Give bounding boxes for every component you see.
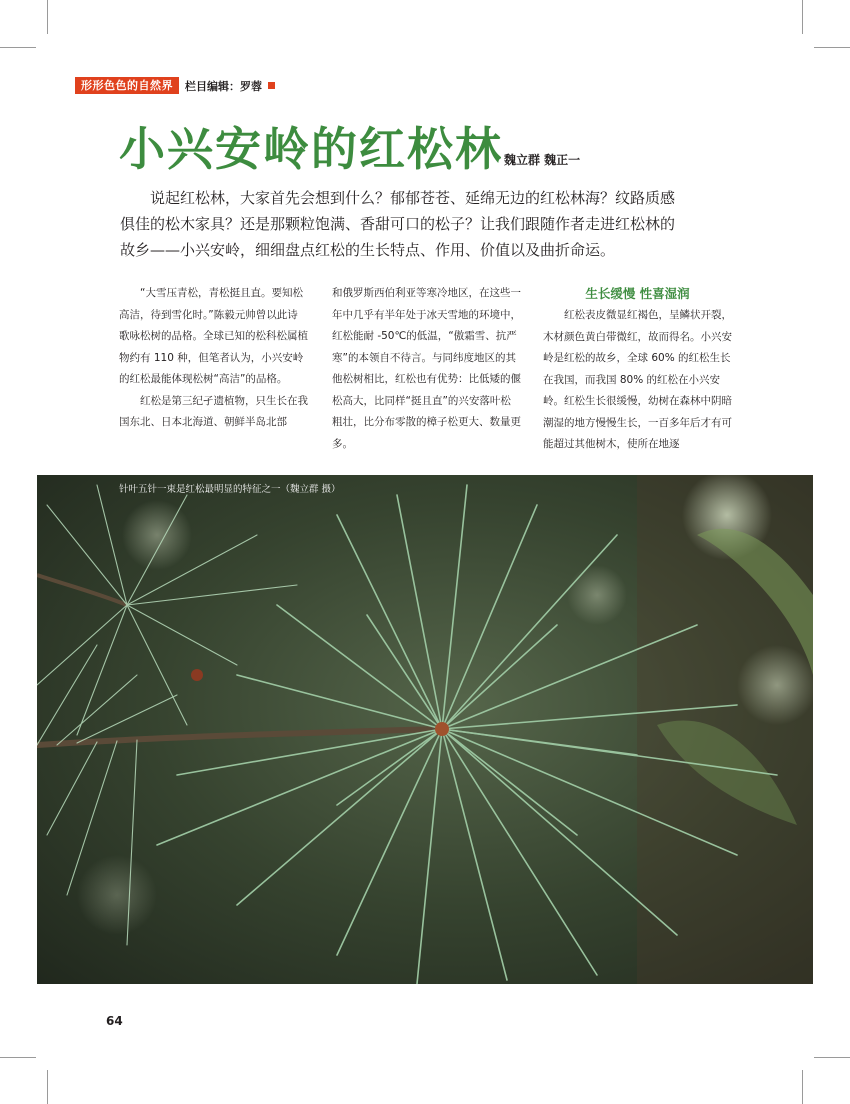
crop-mark: [47, 0, 48, 34]
crop-mark: [802, 0, 803, 34]
article-lede: 说起红松林，大家首先会想到什么？郁郁苍苍、延绵无边的红松林海？纹路质感俱佳的松木家具？还是那颗粒饱满、香甜可口的松子？让我们跟随作者走进红松林的故乡——小兴安岭，细细盘点红松的生长特点、作用、价值以及曲折命运。: [120, 189, 676, 259]
section-editor: 栏目编辑：罗蓉: [185, 79, 262, 93]
crop-mark: [47, 1070, 48, 1104]
page-number: 64: [106, 1014, 123, 1028]
section-tag: 形形色色的自然界: [75, 77, 179, 94]
photo-illustration: [37, 475, 813, 984]
paragraph: 红松是第三纪孑遗植物，只生长在我国东北、日本北海道、朝鲜半岛北部: [119, 394, 308, 428]
crop-mark: [814, 47, 850, 48]
paragraph: 红松表皮微显红褐色，呈鳞状开裂，木材颜色黄白带微红，故而得名。小兴安岭是红松的故乡，全球 60% 的红松生长在我国，而我国 80% 的红松在小兴安岭。红松生长很缓慢，幼树在森林中阴暗潮湿的地方慢慢生长，一百多年后才有可能超过其他树木，使所在地逐: [543, 309, 732, 450]
text-column-1: [119, 283, 308, 434]
section-marker: [268, 82, 275, 89]
crop-mark: [0, 1057, 36, 1058]
section-header: [75, 77, 275, 94]
article-authors: 魏立群 魏正一: [504, 153, 581, 167]
article-title: 小兴安岭的红松林: [119, 122, 503, 176]
crop-mark: [0, 47, 36, 48]
paragraph: 和俄罗斯西伯利亚等寒冷地区，在这些一年中几乎有半年处于冰天雪地的环境中，红松能耐 -50℃的低温，“傲霜雪、抗严寒”的本领自不待言。与同纬度地区的其他松树相比，红松也有优势：比低矮的偃松高大，比同样“挺且直”的兴安落叶松粗壮，比分布零散的樟子松更大、数量更多。: [332, 287, 521, 450]
crop-mark: [814, 1057, 850, 1058]
text-column-3: [543, 283, 732, 456]
crop-mark: [802, 1070, 803, 1104]
section-heading: 生长缓慢 性喜湿润: [585, 286, 690, 301]
paragraph: “大雪压青松，青松挺且直。要知松高洁，待到雪化时。”陈毅元帅曾以此诗歌咏松树的品格。全球已知的松科松属植物约有 110 种，但笔者认为，小兴安岭的红松最能体现松树“高洁”的品格。: [119, 287, 308, 385]
text-column-2: [332, 283, 521, 455]
pine-needles-photo: [37, 475, 813, 984]
photo-caption: 针叶五针一束是红松最明显的特征之一（魏立群 摄）: [119, 484, 341, 495]
